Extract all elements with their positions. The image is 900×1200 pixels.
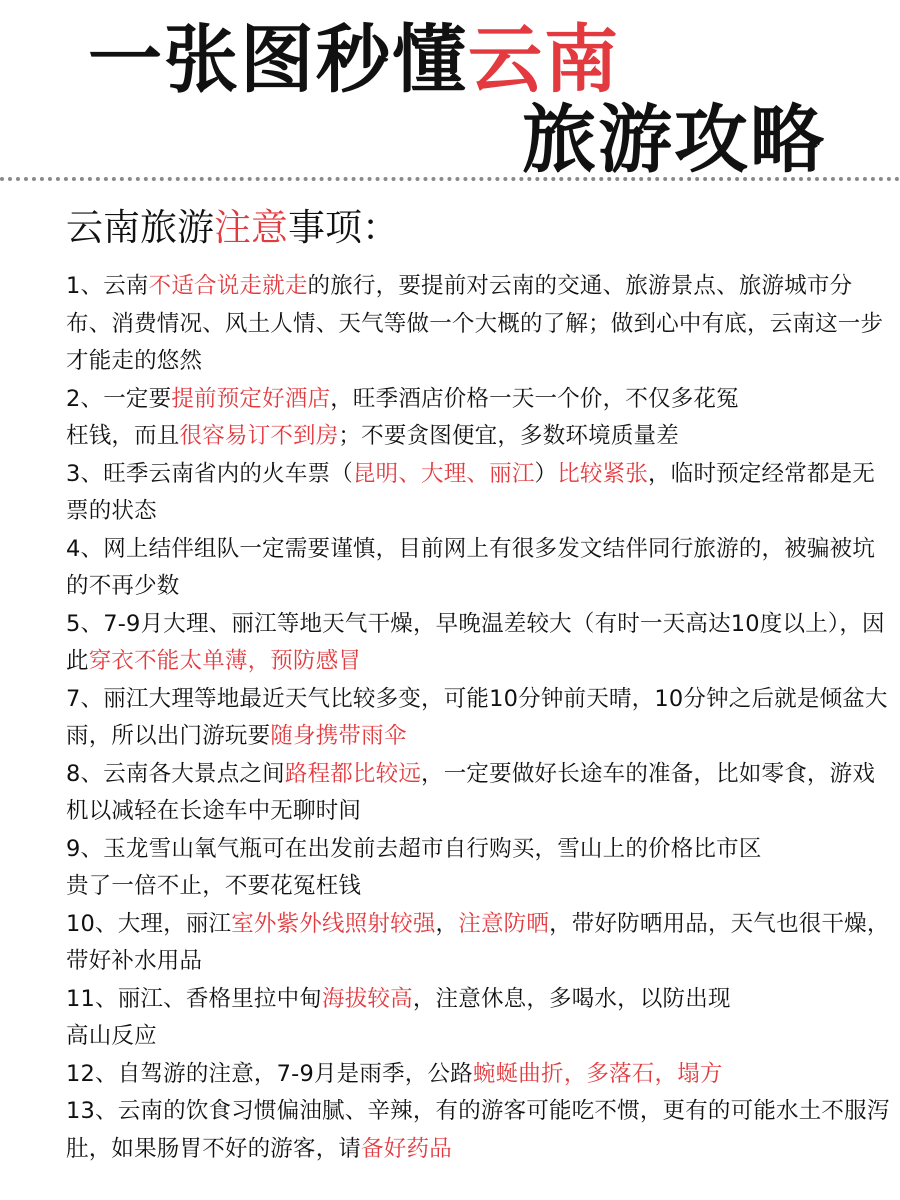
highlight-text: 提前预定好酒店: [171, 385, 331, 412]
heading-post: 事项：: [288, 206, 399, 249]
title-red-part: 云南: [468, 17, 620, 103]
body-text: 1、云南: [66, 273, 149, 299]
body-text: 3、旺季云南省内的火车票（: [66, 460, 353, 487]
body-text: ，旺季酒店价格一天一个价，不仅多花冤: [330, 385, 739, 412]
highlight-text: 昆明、大理、丽江: [352, 460, 535, 487]
tip-item: [66, 606, 896, 681]
body-text: ；不要贪图便宜，多数环境质量差: [338, 423, 679, 449]
title-line-1: [88, 14, 620, 106]
body-text: ，临时预定经常都是无票的状态: [66, 460, 876, 524]
body-text: 4、网上结伴组队一定需要谨慎，目前网上有很多发文结伴同行旅游的，被骗被坑的不再少数: [66, 535, 876, 599]
body-text: ）: [534, 460, 558, 487]
highlight-text: 穿衣不能太单薄，预防感冒: [88, 648, 362, 674]
tip-item: [66, 381, 896, 456]
body-text: 13、云南的饮食习惯偏油腻、辛辣，有的游客可能吃不惯，更有的可能水土不服泻肚，如果肠胃不好的游客，请: [66, 1098, 890, 1162]
body-text: ，: [435, 910, 459, 937]
body-text: 枉钱，而且: [66, 423, 180, 449]
tip-item: [66, 268, 896, 381]
tip-item: [66, 1056, 896, 1094]
highlight-text: 路程都比较远: [284, 760, 422, 787]
highlight-text: 不适合说走就走: [148, 273, 308, 299]
heading-red: 注意: [214, 206, 288, 249]
heading-pre: 云南旅游: [66, 206, 214, 249]
dotted-divider: [0, 177, 900, 181]
body-text: 9、玉龙雪山氧气瓶可在出发前去超市自行购买，雪山上的价格比市区: [66, 835, 762, 862]
body-text: 的旅行，要提前对云南的交通、旅游景点、旅游城市分布、消费情况、风土人情、天气等做一个大概的了解；做到心中有底，云南这一步才能走的悠然: [66, 273, 884, 374]
tip-item: [66, 831, 896, 906]
highlight-text: 比较紧张: [557, 460, 649, 487]
body-text: 8、云南各大景点之间: [66, 760, 285, 787]
highlight-text: 注意防晒: [458, 910, 550, 937]
body-text: ，注意休息，多喝水，以防出现: [412, 985, 731, 1012]
body-text: 5、7-9月大理、丽江等地天气干燥，早晚温差较大（有时一天高达10度以上），因此: [66, 610, 885, 674]
body-text: 11、丽江、香格里拉中甸: [66, 985, 323, 1012]
tip-item: [66, 456, 896, 531]
body-text: 贵了一倍不止，不要花冤枉钱: [66, 873, 362, 899]
highlight-text: 室外紫外线照射较强: [231, 910, 436, 937]
highlight-text: 备好药品: [361, 1135, 452, 1162]
tip-item: [66, 756, 896, 831]
highlight-text: 随身携带雨伞: [270, 723, 407, 749]
body-text: ，带好防晒用品，天气也很干燥，带好补水用品: [66, 910, 890, 974]
tip-item: [66, 906, 896, 981]
title-line-2: 旅游攻略: [522, 97, 826, 183]
tip-item: [66, 981, 896, 1056]
body-text: 7、丽江大理等地最近天气比较多变，可能10分钟前天晴，10分钟之后就是倾盆大雨，所以出门游玩要: [66, 685, 888, 749]
body-text: 12、自驾游的注意，7-9月是雨季，公路: [66, 1060, 473, 1087]
tip-item: [66, 681, 896, 756]
body-text: 高山反应: [66, 1023, 157, 1049]
body-text: ，一定要做好长途车的准备，比如零食，游戏机以减轻在长途车中无聊时间: [66, 760, 876, 824]
highlight-text: 海拔较高: [322, 985, 413, 1012]
body-text: 2、一定要: [66, 385, 172, 412]
tips-list: [66, 268, 896, 1168]
highlight-text: 蜿蜒曲折，多落石，塌方: [472, 1060, 723, 1087]
section-heading: [66, 202, 399, 254]
tip-item: [66, 1093, 896, 1168]
title-black-part: 一张图秒懂: [88, 17, 468, 103]
body-text: 10、大理，丽江: [66, 910, 232, 937]
tip-item: [66, 531, 896, 606]
highlight-text: 很容易订不到房: [179, 423, 339, 449]
